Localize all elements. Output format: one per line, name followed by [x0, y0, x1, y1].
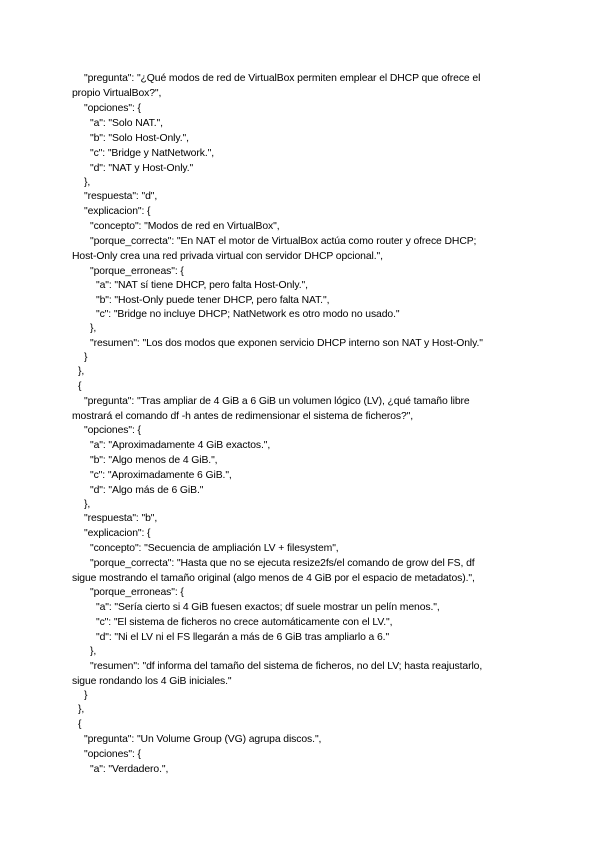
text-line: "d": "Ni el LV ni el FS llegarán a más de 6 GiB tras ampliarlo a 6." — [96, 632, 390, 643]
text-line: }, — [90, 646, 97, 657]
text-line: }, — [90, 323, 97, 334]
text-line: }, — [84, 177, 91, 188]
text-line: "concepto": "Modos de red en VirtualBox", — [90, 221, 280, 232]
text-line: "respuesta": "d", — [84, 191, 158, 202]
text-line: "respuesta": "b", — [84, 513, 158, 524]
text-line: "explicacion": { — [84, 206, 151, 217]
text-line: "b": "Solo Host-Only.", — [90, 133, 189, 144]
text-line: "c": "Bridge y NatNetwork.", — [90, 148, 214, 159]
text-line: "pregunta": "Tras ampliar de 4 GiB a 6 GiB un volumen lógico (LV), ¿qué tamaño libre — [84, 396, 470, 407]
text-line: "resumen": "Los dos modos que exponen servicio DHCP interno son NAT y Host-Only." — [90, 338, 483, 349]
text-line: "opciones": { — [84, 103, 141, 114]
text-line: "d": "NAT y Host-Only." — [90, 163, 194, 174]
text-line: propio VirtualBox?", — [72, 88, 162, 99]
text-line: "a": "Verdadero.", — [90, 764, 169, 775]
text-line: "concepto": "Secuencia de ampliación LV + filesystem", — [90, 543, 339, 554]
text-line: "a": "Solo NAT.", — [90, 118, 163, 129]
text-line: "opciones": { — [84, 749, 141, 760]
text-line: "a": "Sería cierto si 4 GiB fuesen exactos; df suele mostrar un pelín menos.", — [96, 602, 440, 613]
text-line: "porque_erroneas": { — [90, 587, 184, 598]
text-line: "d": "Algo más de 6 GiB." — [90, 485, 204, 496]
text-line: "resumen": "df informa del tamaño del sistema de ficheros, no del LV; hasta reajustarlo, — [90, 661, 483, 672]
text-line: sigue mostrando el tamaño original (algo menos de 4 GiB por el espacio de metadatos).", — [72, 573, 475, 584]
text-line: { — [78, 381, 82, 392]
text-line: sigue rondando los 4 GiB iniciales." — [72, 676, 232, 687]
text-line: }, — [78, 704, 85, 715]
text-line: "explicacion": { — [84, 528, 151, 539]
text-line: "pregunta": "¿Qué modos de red de VirtualBox permiten emplear el DHCP que ofrece el — [84, 73, 481, 84]
text-line: Host-Only crea una red privada virtual con servidor DHCP opcional.", — [72, 251, 383, 262]
text-line: "b": "Host-Only puede tener DHCP, pero falta NAT.", — [96, 295, 330, 306]
text-line: "porque_correcta": "En NAT el motor de VirtualBox actúa como router y ofrece DHCP; — [90, 236, 477, 247]
text-line: "porque_correcta": "Hasta que no se ejecuta resize2fs/el comando de grow del FS, df — [90, 558, 475, 569]
text-line: "c": "El sistema de ficheros no crece automáticamente con el LV.", — [96, 617, 393, 628]
text-line: }, — [84, 499, 91, 510]
text-line: "a": "NAT sí tiene DHCP, pero falta Host-Only.", — [96, 280, 308, 291]
text-line: } — [84, 352, 88, 363]
text-line: mostrará el comando df -h antes de redimensionar el sistema de ficheros?", — [72, 411, 414, 422]
text-line: "b": "Algo menos de 4 GiB.", — [90, 455, 218, 466]
text-line: { — [78, 719, 82, 730]
text-line: }, — [78, 366, 85, 377]
text-line: "a": "Aproximadamente 4 GiB exactos.", — [90, 440, 271, 451]
text-line: "opciones": { — [84, 425, 141, 436]
text-line: "c": "Bridge no incluye DHCP; NatNetwork es otro modo no usado." — [96, 309, 400, 320]
text-line: "porque_erroneas": { — [90, 266, 184, 277]
text-line: "c": "Aproximadamente 6 GiB.", — [90, 470, 232, 481]
text-line: } — [84, 690, 88, 701]
text-line: "pregunta": "Un Volume Group (VG) agrupa discos.", — [84, 734, 322, 745]
